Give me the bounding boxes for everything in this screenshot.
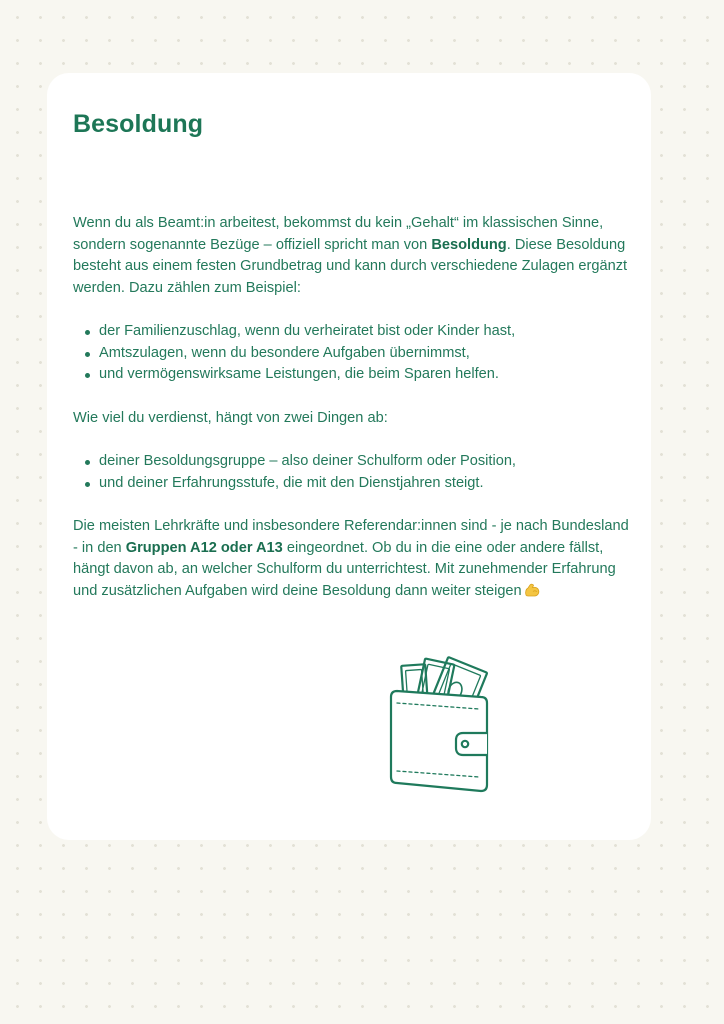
list-item: und vermögenswirksame Leistungen, die beim Sparen helfen. bbox=[73, 364, 633, 386]
intro-text-start: Wenn du als Beamt:in arbeitest, bekommst du kein „Gehalt“ im klassischen Sinne, sondern sogenannte Bezüge – offiziell spricht man von bbox=[73, 215, 604, 253]
list-item: und deiner Erfahrungsstufe, die mit den Dienstjahren steigt. bbox=[73, 473, 633, 495]
flexed-biceps-icon bbox=[524, 583, 540, 597]
intro-paragraph bbox=[73, 213, 633, 299]
page-title: Besoldung bbox=[73, 110, 204, 138]
list-item: Amtszulagen, wenn du besondere Aufgaben übernimmst, bbox=[73, 343, 633, 365]
groups-text-end: eingeordnet. Ob du in die eine oder andere fällst, hängt davon ab, an welcher Schulform du unterrichtest. Mit zunehmender Erfahrung und zusätzlichen Aufgaben wird deine Besoldung dann weiter steigen bbox=[73, 539, 616, 599]
factors-paragraph: Wie viel du verdienst, hängt von zwei Dingen ab: bbox=[73, 409, 388, 426]
groups-text-start: Die meisten Lehrkräfte und insbesondere Referendar:innen sind - je nach Bundesland - in den bbox=[73, 518, 629, 556]
content-body bbox=[73, 213, 633, 602]
list-item: deiner Besoldungsgruppe – also deiner Schulform oder Position, bbox=[73, 451, 633, 473]
intro-bold-term: Besoldung bbox=[431, 236, 507, 253]
allowances-list bbox=[73, 321, 633, 386]
wallet-with-money-icon bbox=[385, 653, 497, 795]
list-item: der Familienzuschlag, wenn du verheiratet bist oder Kinder hast, bbox=[73, 321, 633, 343]
factors-list bbox=[73, 451, 633, 494]
groups-paragraph bbox=[73, 516, 633, 602]
content-card bbox=[47, 73, 651, 840]
intro-text-end: . Diese Besoldung besteht aus einem festen Grundbetrag und kann durch verschiedene Zulagen ergänzt werden. Dazu zählen zum Beispiel: bbox=[73, 236, 628, 296]
groups-bold-term: Gruppen A12 oder A13 bbox=[125, 539, 283, 556]
